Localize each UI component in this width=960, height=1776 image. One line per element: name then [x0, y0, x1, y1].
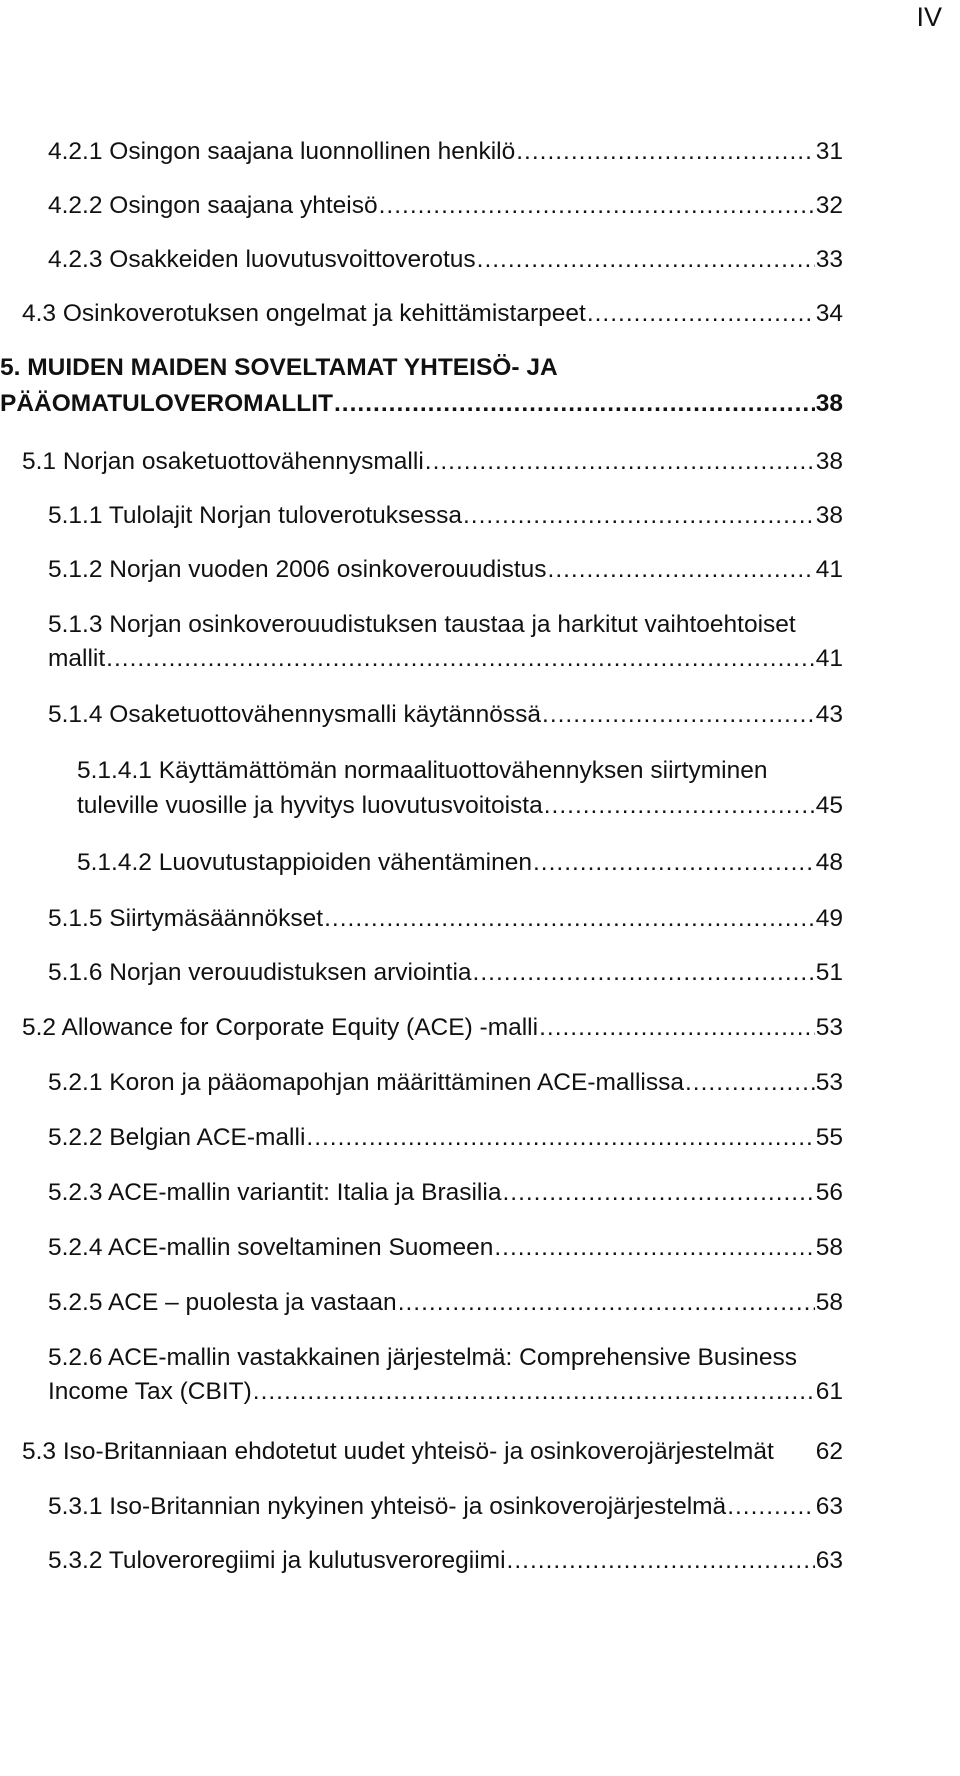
toc-entry [48, 1288, 843, 1318]
toc-entry-title-line1: 5.1.3 Norjan osinkoverouudistuksen taustaa ja harkitut vaihtoehtoiset [48, 611, 796, 638]
toc-leader [548, 555, 815, 585]
toc-entry-title-line1: 5.2.6 ACE-mallin vastakkainen järjestelmä: Comprehensive Business [48, 1344, 797, 1371]
toc-entry-page: 62 [815, 1438, 843, 1465]
toc-entry-title: 5.1.4.2 Luovutustappioiden vähentäminen [77, 849, 532, 876]
toc-leader [334, 389, 815, 419]
toc-entry-title: 4.2.2 Osingon saajana yhteisö [48, 192, 378, 219]
toc-entry-title: 5.2.5 ACE – puolesta ja vastaan [48, 1289, 397, 1316]
toc-entry-page: 38 [815, 448, 843, 475]
toc-leader [542, 700, 815, 730]
toc-entry-title: 5.1 Norjan osaketuottovähennysmalli [22, 448, 424, 475]
toc-entry [48, 904, 843, 934]
toc-entry-title: 5.3 Iso-Britanniaan ehdotetut uudet yhteisö- ja osinkoverojärjestelmät [22, 1438, 774, 1465]
toc-leader [587, 299, 815, 329]
toc-leader [253, 1377, 815, 1407]
toc-entry [22, 1437, 843, 1467]
toc-leader [502, 1178, 814, 1208]
toc-entry-title: 4.2.1 Osingon saajana luonnollinen henkilö [48, 138, 516, 165]
toc-leader [473, 958, 815, 988]
toc-entry-page: 41 [815, 556, 843, 583]
toc-entry [48, 610, 843, 674]
toc-entry [48, 501, 843, 531]
toc-entry [48, 191, 843, 221]
toc-entry-title: mallit [48, 645, 106, 672]
toc-leader [379, 191, 815, 221]
toc-entry-page: 61 [815, 1378, 843, 1405]
toc-leader [507, 1546, 815, 1576]
toc-leader [398, 1288, 815, 1318]
toc-entry-title: 5.2.3 ACE-mallin variantit: Italia ja Brasilia [48, 1179, 502, 1206]
toc-entry-title: 5.1.4 Osaketuottovähennysmalli käytännössä [48, 701, 542, 728]
toc-entry-title: 5.2 Allowance for Corporate Equity (ACE) -malli [22, 1014, 539, 1041]
toc-entry-page: 53 [815, 1069, 843, 1096]
toc-entry-page: 48 [815, 849, 843, 876]
toc-entry [48, 958, 843, 988]
toc-entry-title: 5.2.4 ACE-mallin soveltaminen Suomeen [48, 1234, 494, 1261]
toc-entry [48, 1492, 843, 1522]
toc-entry-page: 38 [815, 390, 843, 417]
toc-entry-page: 55 [815, 1124, 843, 1151]
toc-entry-title: tuleville vuosille ja hyvitys luovutusvoitoista [77, 792, 543, 819]
toc-entry-page: 33 [815, 246, 843, 273]
toc-leader [106, 644, 815, 674]
toc-entry [48, 700, 843, 730]
toc-entry-page: 53 [815, 1014, 843, 1041]
toc-entry-title: 5.1.6 Norjan verouudistuksen arviointia [48, 959, 472, 986]
toc-leader [533, 848, 815, 878]
toc-leader [516, 137, 815, 167]
toc-entry-page: 38 [815, 502, 843, 529]
toc-entry-title: 5.3.2 Tuloveroregiimi ja kulutusveroregiimi [48, 1547, 506, 1574]
toc-entry [77, 848, 843, 878]
toc-leader [685, 1068, 815, 1098]
toc-entry-title: 5.2.1 Koron ja pääomapohjan määrittäminen ACE-mallissa [48, 1069, 684, 1096]
toc-leader [477, 245, 815, 275]
toc-entry-page: 31 [815, 138, 843, 165]
toc-entry-title: 5.1.2 Norjan vuoden 2006 osinkoverouudistus [48, 556, 547, 583]
toc-entry [48, 1343, 843, 1407]
toc-entry-title: 4.3 Osinkoverotuksen ongelmat ja kehittämistarpeet [22, 300, 586, 327]
toc-leader [727, 1492, 815, 1522]
toc-entry-title: Income Tax (CBIT) [48, 1378, 252, 1405]
toc-leader [494, 1233, 814, 1263]
toc-entry [48, 1123, 843, 1153]
toc-entry-title: 5.2.2 Belgian ACE-malli [48, 1124, 306, 1151]
toc-leader [425, 447, 815, 477]
toc-entry-title: 5.1.1 Tulolajit Norjan tuloverotuksessa [48, 502, 462, 529]
toc-entry [48, 137, 843, 167]
toc-leader [324, 904, 815, 934]
toc-entry-title-line1: 5. MUIDEN MAIDEN SOVELTAMAT YHTEISÖ- JA [0, 354, 558, 381]
toc-entry-page: 58 [815, 1289, 843, 1316]
toc-entry-page: 41 [815, 645, 843, 672]
toc-entry-page: 32 [815, 192, 843, 219]
toc-leader [463, 501, 815, 531]
toc-entry-page: 56 [815, 1179, 843, 1206]
toc-leader [539, 1013, 815, 1043]
toc-entry-page: 49 [815, 905, 843, 932]
toc-entry-title: PÄÄOMATULOVEROMALLIT [0, 390, 333, 417]
toc-entry [22, 299, 843, 329]
toc-entry-title: 5.1.5 Siirtymäsäännökset [48, 905, 324, 932]
toc-entry [22, 447, 843, 477]
toc-entry-title-line1: 5.1.4.1 Käyttämättömän normaalituottovähennyksen siirtyminen [77, 757, 768, 784]
toc-entry-page: 51 [815, 959, 843, 986]
toc-entry [48, 555, 843, 585]
toc-entry [48, 1178, 843, 1208]
toc-leader [544, 791, 815, 821]
toc-entry [48, 1233, 843, 1263]
toc-entry [77, 756, 843, 821]
toc-entry-page: 58 [815, 1234, 843, 1261]
toc-entry [22, 1013, 843, 1043]
toc-entry [0, 353, 843, 419]
toc-entry-page: 63 [815, 1493, 843, 1520]
toc-entry-page: 45 [815, 792, 843, 819]
toc-leader [306, 1123, 814, 1153]
toc-entry [48, 1068, 843, 1098]
toc-entry [48, 1546, 843, 1576]
toc-entry-page: 34 [815, 300, 843, 327]
toc-entry [48, 245, 843, 275]
toc-entry-page: 63 [815, 1547, 843, 1574]
page-number: IV [916, 2, 942, 32]
toc-entry-title: 4.2.3 Osakkeiden luovutusvoittoverotus [48, 246, 476, 273]
toc-entry-page: 43 [815, 701, 843, 728]
toc-entry-title: 5.3.1 Iso-Britannian nykyinen yhteisö- ja osinkoverojärjestelmä [48, 1493, 727, 1520]
